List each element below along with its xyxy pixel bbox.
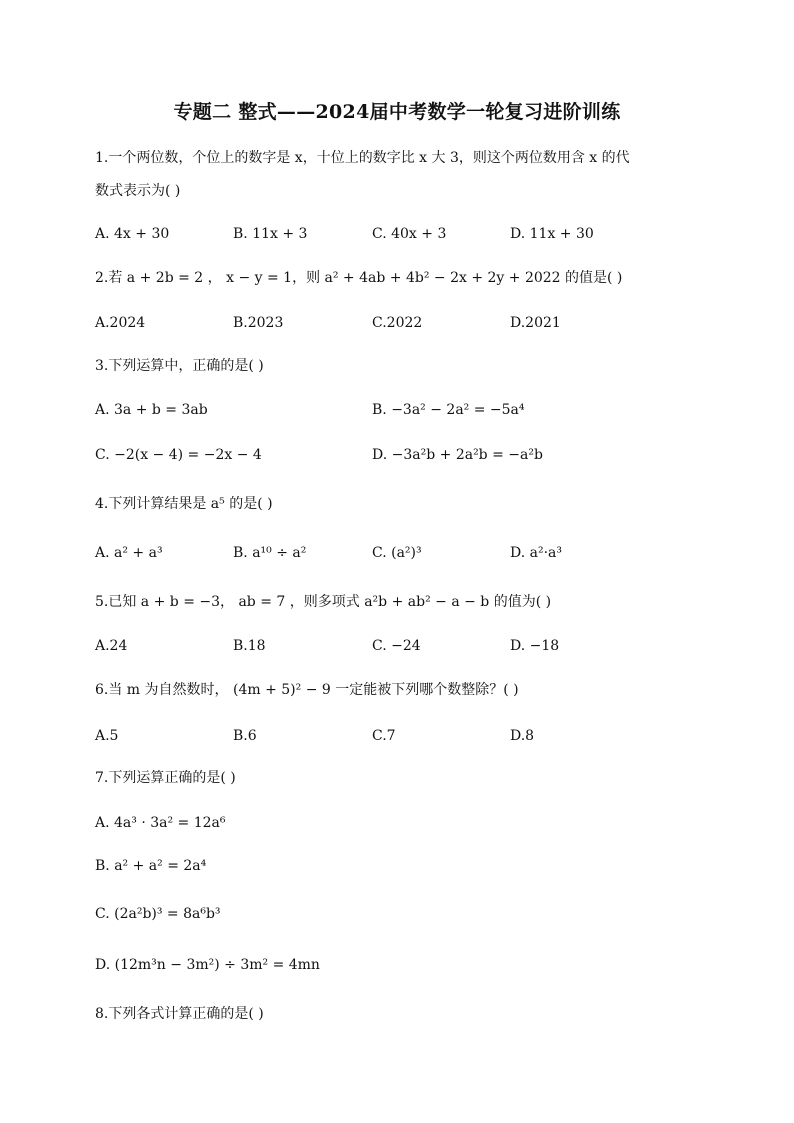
question-6-stem: 6.当 m 为自然数时， (4m + 5)² − 9 一定能被下列哪个数整除？( ) (95, 682, 519, 698)
question-5-option-b: B.18 (233, 638, 266, 654)
question-2-option-d: D.2021 (510, 315, 561, 331)
question-3-option-a: A. 3a + b = 3ab (95, 402, 208, 418)
question-4-stem: 4.下列计算结果是 a⁵ 的是( ) (95, 496, 273, 512)
question-2-option-b: B.2023 (233, 315, 284, 331)
question-4-option-a: A. a² + a³ (95, 545, 163, 561)
question-5-option-d: D. −18 (510, 638, 560, 654)
question-6-option-a: A.5 (95, 728, 119, 744)
question-2-option-a: A.2024 (95, 315, 146, 331)
question-3-stem: 3.下列运算中，正确的是( ) (95, 358, 264, 374)
question-3-option-d: D. −3a²b + 2a²b = −a²b (372, 447, 543, 463)
question-6-option-c: C.7 (372, 728, 396, 744)
page-title: 专题二 整式——2024届中考数学一轮复习进阶训练 (173, 101, 621, 123)
question-7-option-a: A. 4a³ · 3a² = 12a⁶ (95, 815, 226, 831)
question-2-option-c: C.2022 (372, 315, 423, 331)
question-8-stem: 8.下列各式计算正确的是( ) (95, 1006, 264, 1022)
question-7-stem: 7.下列运算正确的是( ) (95, 770, 236, 786)
question-5-option-c: C. −24 (372, 638, 421, 654)
question-1-option-a: A. 4x + 30 (95, 226, 170, 242)
question-4-option-b: B. a¹⁰ ÷ a² (233, 545, 307, 561)
question-2-stem: 2.若 a + 2b = 2 ， x − y = 1，则 a² + 4ab + 4b² − 2x + 2y + 2022 的值是( ) (95, 270, 623, 286)
question-7-option-c: C. (2a²b)³ = 8a⁶b³ (95, 906, 221, 922)
question-6-option-d: D.8 (510, 728, 535, 744)
question-3-option-b: B. −3a² − 2a² = −5a⁴ (372, 402, 525, 418)
question-1-option-c: C. 40x + 3 (372, 226, 447, 242)
question-5-stem: 5.已知 a + b = −3， ab = 7 ，则多项式 a²b + ab² − a − b 的值为( ) (95, 594, 552, 610)
question-7-option-b: B. a² + a² = 2a⁴ (95, 858, 207, 874)
question-5-option-a: A.24 (95, 638, 128, 654)
question-3-option-c: C. −2(x − 4) = −2x − 4 (95, 447, 262, 463)
question-7-option-d: D. (12m³n − 3m²) ÷ 3m² = 4mn (95, 957, 320, 973)
question-4-option-d: D. a²·a³ (510, 545, 562, 561)
question-1-stem-line-1: 1.一个两位数，个位上的数字是 x，十位上的数字比 x 大 3，则这个两位数用含 x 的代 (95, 150, 630, 166)
question-1-option-b: B. 11x + 3 (233, 226, 308, 242)
question-4-option-c: C. (a²)³ (372, 545, 422, 561)
question-1-stem-line-2: 数式表示为( ) (95, 183, 181, 199)
question-1-option-d: D. 11x + 30 (510, 226, 594, 242)
question-6-option-b: B.6 (233, 728, 257, 744)
